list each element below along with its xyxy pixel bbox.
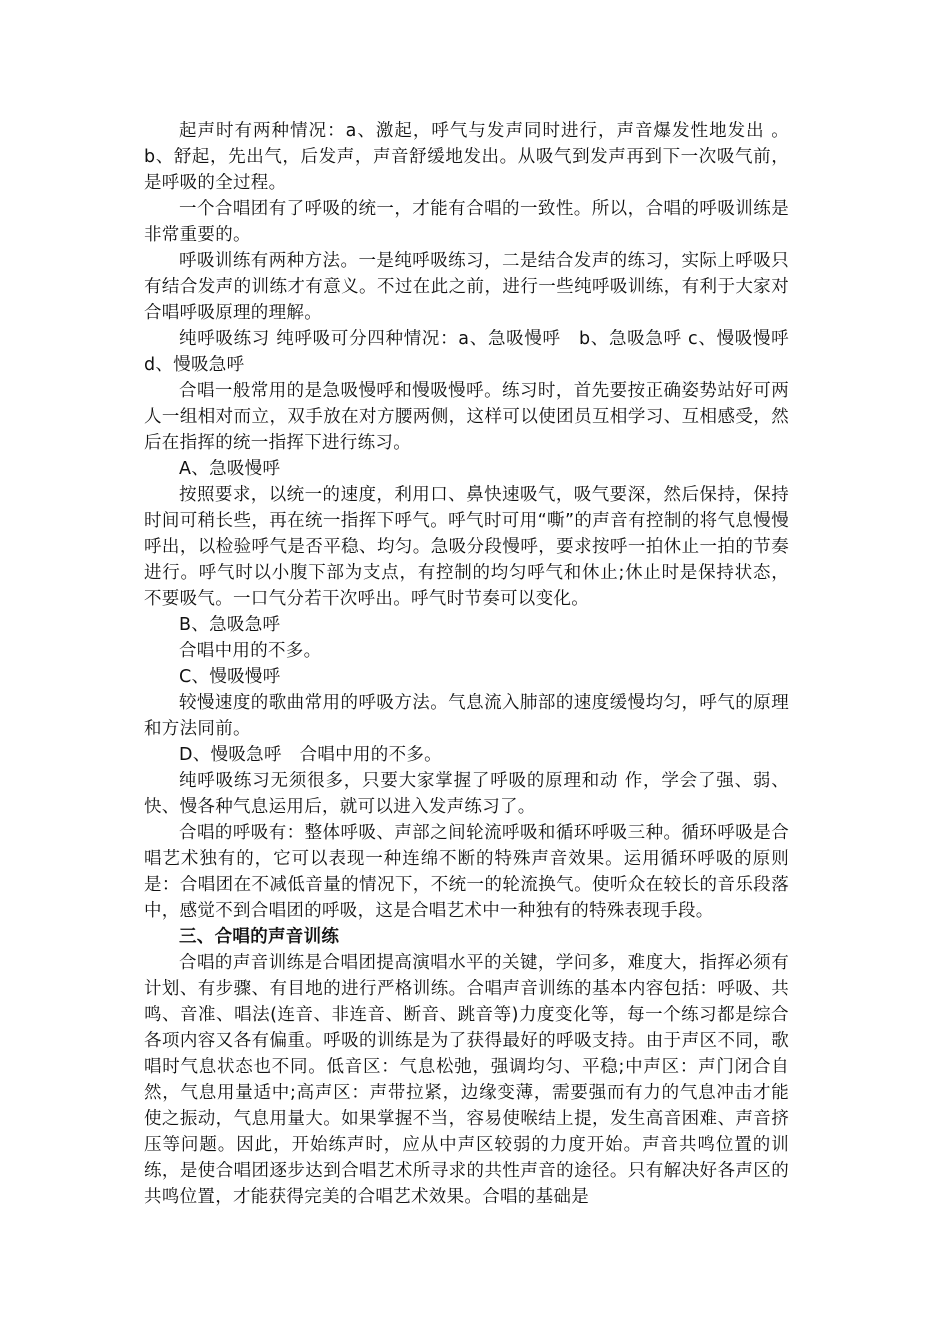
paragraph-pure-breathing: 纯呼吸练习 纯呼吸可分四种情况：a、急吸慢呼 b、急吸急呼 c、慢吸慢呼 d、慢吸急呼 <box>144 329 789 375</box>
paragraph-c-body: 较慢速度的歌曲常用的呼吸方法。气息流入肺部的速度缓慢均匀，呼气的原理和方法同前。 <box>144 693 789 739</box>
paragraph-common-practice: 合唱一般常用的是急吸慢呼和慢吸慢呼。练习时，首先要按正确姿势站好可两人一组相对而立，双手放在对方腰两侧，这样可以使团员互相学习、互相感受，然后在指挥的统一指挥下进行练习。 <box>144 381 789 453</box>
paragraph-circular-breathing: 合唱的呼吸有：整体呼吸、声部之间轮流呼吸和循环呼吸三种。循环呼吸是合唱艺术独有的，它可以表现一种连绵不断的特殊声音效果。运用循环呼吸的原则是：合唱团在不减低音量的情况下，不统一的轮流换气。使听众在较长的音乐段落中，感觉不到合唱团的呼吸，这是合唱艺术中一种独有的特殊表现手段。 <box>144 823 789 921</box>
document-body <box>144 118 789 1210</box>
subheading-c: C、慢吸慢呼 <box>179 667 281 687</box>
paragraph-a-body: 按照要求，以统一的速度，利用口、鼻快速吸气，吸气要深，然后保持，保持时间可稍长些，再在统一指挥下呼气。呼气时可用“嘶”的声音有控制的将气息慢慢呼出，以检验呼气是否平稳、均匀。急吸分段慢呼，要求按呼一拍休止一拍的节奏进行。呼气时以小腹下部为支点，有控制的均匀呼气和休止;休止时是保持状态，不要吸气。一口气分若干次呼出。呼气时节奏可以变化。 <box>144 485 789 609</box>
paragraph-unity: 一个合唱团有了呼吸的统一，才能有合唱的一致性。所以，合唱的呼吸训练是非常重要的。 <box>144 199 789 245</box>
paragraph-attack: 起声时有两种情况：a、激起，呼气与发声同时进行，声音爆发性地发出 。b、舒起，先出气，后发声，声音舒缓地发出。从吸气到发声再到下一次吸气前，是呼吸的全过程。 <box>144 121 789 193</box>
paragraph-b-body: 合唱中用的不多。 <box>179 641 322 661</box>
paragraph-methods: 呼吸训练有两种方法。一是纯呼吸练习，二是结合发声的练习，实际上呼吸只有结合发声的训练才有意义。不过在此之前，进行一些纯呼吸训练，有利于大家对合唱呼吸原理的理解。 <box>144 251 789 323</box>
subheading-a: A、急吸慢呼 <box>179 459 281 479</box>
paragraph-voice-training: 合唱的声音训练是合唱团提高演唱水平的关键，学问多，难度大，指挥必须有计划、有步骤、有目地的进行严格训练。合唱声音训练的基本内容包括：呼吸、共鸣、音准、唱法(连音、非连音、断音、跳音等)力度变化等，每一个练习都是综合各项内容又各有偏重。呼吸的训练是为了获得最好的呼吸支持。由于声区不同，歌唱时气息状态也不同。低音区：气息松弛，强调均匀、平稳;中声区：声门闭合自然，气息用量适中;高声区：声带拉紧，边缘变薄，需要强而有力的气息冲击才能使之振动，气息用量大。如果掌握不当，容易使喉结上提，发生高音困难、声音挤压等问题。因此，开始练声时，应从中声区较弱的力度开始。声音共鸣位置的训练，是使合唱团逐步达到合唱艺术所寻求的共性声音的途径。只有解决好各声区的共鸣位置，才能获得完美的合唱艺术效果。合唱的基础是 <box>144 953 789 1207</box>
subheading-b: B、急吸急呼 <box>179 615 281 635</box>
subheading-d: D、慢吸急呼 合唱中用的不多。 <box>179 745 442 765</box>
paragraph-summary: 纯呼吸练习无须很多，只要大家掌握了呼吸的原理和动 作，学会了强、弱、快、慢各种气息运用后，就可以进入发声练习了。 <box>144 771 789 817</box>
section-heading: 三、合唱的声音训练 <box>179 927 340 947</box>
